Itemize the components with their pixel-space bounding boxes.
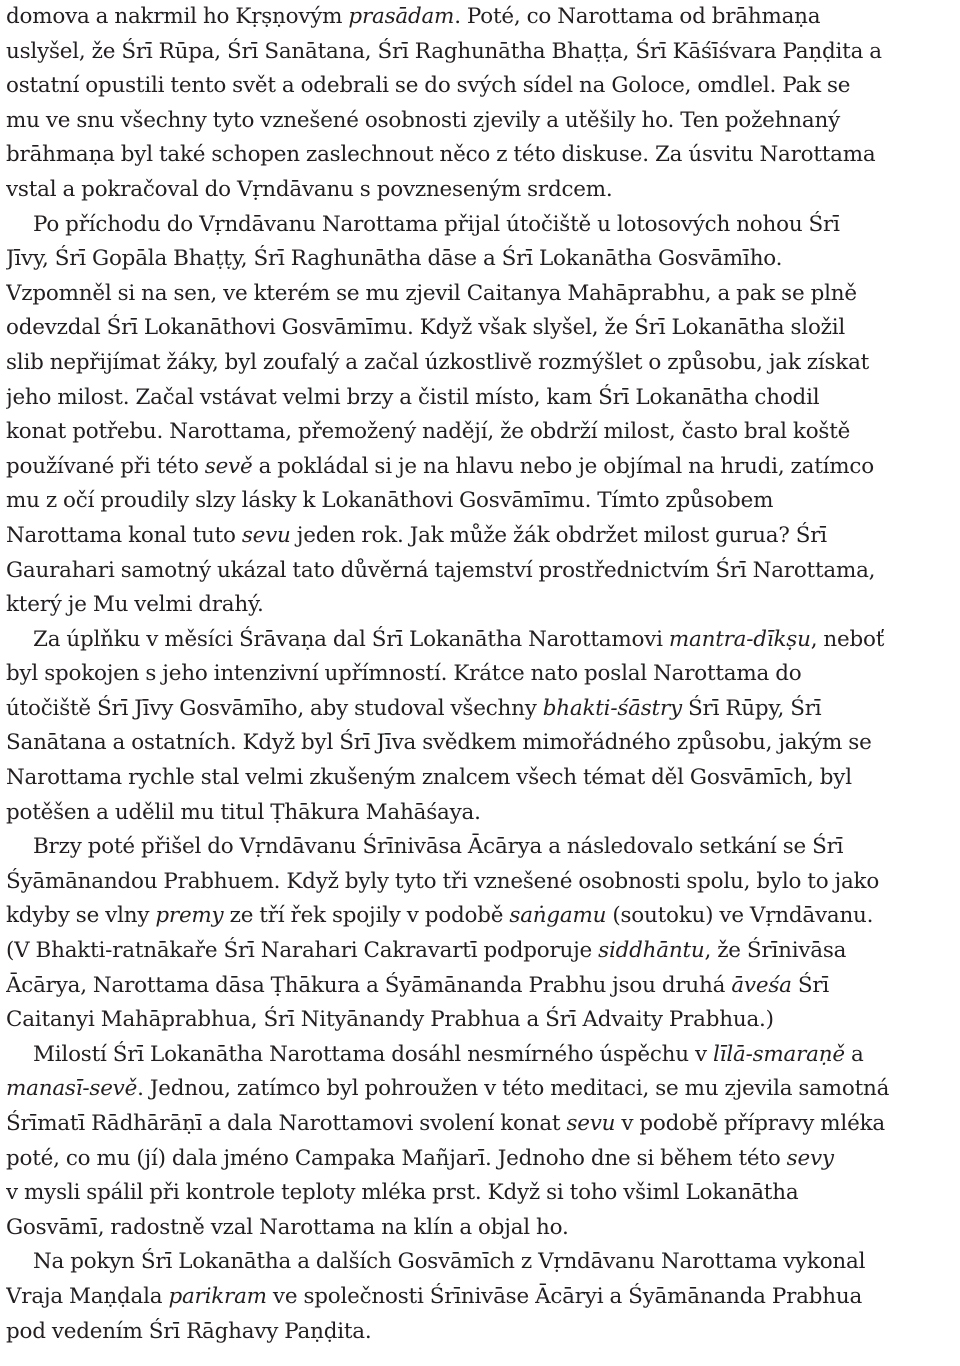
italic-term: saṅgamu (509, 903, 607, 929)
italic-term: sevě (204, 453, 253, 479)
text-line (6, 1176, 956, 1211)
text-run: domova a nakrmil ho Kṛṣṇovým (6, 4, 349, 29)
text-line (6, 588, 956, 623)
text-run: slib nepřijímat žáky, byl zoufalý a začal úzkostlivě rozmýšlet o způsobu, jak získat (6, 349, 870, 375)
text-line (6, 1211, 956, 1246)
text-run: mu ve snu všechny tyto vznešené osobnosti zjevily a utěšily ho. Ten požehnaný (6, 107, 840, 133)
text-run: útočiště Śrī Jīvy Gosvāmīho, aby studoval všechny (6, 695, 543, 721)
text-line (6, 346, 956, 381)
text-run: , že Śrīnivāsa (704, 938, 847, 964)
italic-term: sevu (241, 522, 291, 548)
italic-term: prasādam (348, 4, 455, 29)
text-line (6, 899, 956, 934)
text-run: poté, co mu (jí) dala jméno Campaka Mañjarī. Jednoho dne si během této (6, 1145, 787, 1171)
italic-term: manasī-sevě (6, 1076, 138, 1102)
text-run: v podobě přípravy mléka (615, 1111, 885, 1136)
text-run: Milostí Śrī Lokanātha Narottama dosáhl nesmírného úspěchu v (33, 1041, 714, 1067)
text-run: Sanātana a ostatních. Když byl Śrī Jīva svědkem mimořádného způsobu, jakým se (6, 730, 872, 756)
text-line (6, 35, 956, 70)
italic-term: āveśa (731, 972, 792, 998)
text-run: kdyby se vlny (6, 903, 156, 929)
text-run: vstal a pokračoval do Vṛndāvanu s povzneseným srdcem. (6, 176, 613, 202)
text-line (6, 277, 956, 312)
text-line (6, 623, 956, 658)
text-line (6, 519, 956, 554)
italic-term: mantra-dīkṣu (668, 626, 811, 652)
text-run: pod vedením Śrī Rāghavy Paṇḍita. (6, 1318, 372, 1344)
text-run: Narottama rychle stal velmi zkušeným znalcem všech témat děl Gosvāmīch, byl (6, 765, 852, 791)
italic-term: sevu (566, 1111, 616, 1136)
text-run: a (844, 1041, 864, 1067)
text-run: Vraja Maṇḍala (6, 1283, 169, 1309)
text-line (6, 311, 956, 346)
text-run: . Jednou, zatímco byl pohroužen v této meditaci, se mu zjevila samotná (137, 1076, 890, 1102)
text-run: Gosvāmī, radostně vzal Narottama na klín a objal ho. (6, 1214, 569, 1240)
text-run: uslyšel, že Śrī Rūpa, Śrī Sanātana, Śrī Raghunātha Bhaṭṭa, Śrī Kāśīśvara Paṇḍita a (6, 38, 882, 64)
text-run: Śrī Rūpy, Śrī (681, 695, 822, 721)
italic-term: siddhāntu (598, 938, 705, 964)
text-run: ostatní opustili tento svět a odebrali se do svých sídel na Goloce, omdlel. Pak se (6, 73, 851, 99)
italic-term: līlā-smaraṇě (713, 1041, 845, 1067)
text-run: ze tří řek spojily v podobě (223, 903, 510, 929)
text-run: Śyāmānandou Prabhuem. Když byly tyto tři vznešené osobnosti spolu, bylo to jako (6, 868, 880, 894)
italic-term: parikram (168, 1283, 267, 1309)
text-run: brāhmaṇa byl také schopen zaslechnout něco z této diskuse. Za úsvitu Narottama (6, 142, 876, 168)
italic-term: premy (155, 903, 224, 929)
text-run: Jīvy, Śrī Gopāla Bhaṭṭy, Śrī Raghunātha dāse a Śrī Lokanātha Gosvāmīho. (6, 246, 783, 272)
text-line (6, 208, 956, 243)
text-run: používané při této (6, 453, 205, 479)
text-run: jeho milost. Začal vstávat velmi brzy a čistil místo, kam Śrī Lokanātha chodil (6, 384, 820, 410)
text-run: Na pokyn Śrī Lokanātha a dalších Gosvāmīch z Vṛndāvanu Narottama vykonal (33, 1249, 866, 1275)
italic-term: bhakti-śāstry (542, 695, 682, 721)
text-line (6, 415, 956, 450)
text-line (6, 1107, 956, 1142)
text-line (6, 1142, 956, 1177)
text-line (6, 69, 956, 104)
text-run: Gaurahari samotný ukázal tato důvěrná tajemství prostřednictvím Śrī Narottama, (6, 557, 876, 583)
text-run: a pokládal si je na hlavu nebo je objímal na hrudi, zatímco (252, 453, 874, 479)
text-run: který je Mu velmi drahý. (6, 592, 264, 618)
text-line (6, 138, 956, 173)
text-line (6, 761, 956, 796)
text-run: konat potřebu. Narottama, přemožený nadějí, že obdrží milost, často bral koště (6, 419, 851, 445)
document-page (6, 0, 956, 1349)
text-run: jeden rok. Jak může žák obdržet milost gurua? Śrī (290, 522, 827, 548)
text-run: ve společnosti Śrīnivāse Ācāryi a Śyāmānanda Prabhua (266, 1283, 863, 1309)
italic-term: sevy (786, 1145, 834, 1171)
text-line (6, 1072, 956, 1107)
text-line (6, 381, 956, 416)
text-line (6, 657, 956, 692)
text-run: mu z očí proudily slzy lásky k Lokanāthovi Gosvāmīmu. Tímto způsobem (6, 488, 774, 514)
text-run: (soutoku) ve Vṛndāvanu. (606, 903, 874, 929)
text-line (6, 969, 956, 1004)
text-line (6, 934, 956, 969)
text-run: Caitanyi Mahāprabhua, Śrī Nityānandy Prabhua a Śrī Advaity Prabhua.) (6, 1007, 774, 1033)
text-line (6, 796, 956, 831)
text-line (6, 1003, 956, 1038)
text-line (6, 554, 956, 589)
text-run: Za úplňku v měsíci Śrāvaṇa dal Śrī Lokanātha Narottamovi (33, 626, 669, 652)
text-run: potěšen a udělil mu titul Ṭhākura Mahāśaya. (6, 799, 481, 825)
text-line (6, 1245, 956, 1280)
text-run: . Poté, co Narottama od brāhmaṇa (454, 4, 821, 29)
text-line (6, 1280, 956, 1315)
text-line (6, 1315, 956, 1350)
text-run: Brzy poté přišel do Vṛndāvanu Śrīnivāsa Ācārya a následovalo setkání se Śrī (33, 834, 844, 860)
text-line (6, 104, 956, 139)
text-line (6, 173, 956, 208)
text-run: odevzdal Śrī Lokanāthovi Gosvāmīmu. Když však slyšel, že Śrī Lokanātha složil (6, 315, 846, 341)
text-run: v mysli spálil při kontrole teploty mléka prst. Když si toho všiml Lokanātha (6, 1180, 799, 1206)
text-line (6, 242, 956, 277)
text-run: Śrīmatī Rādhārāṇī a dala Narottamovi svolení konat (6, 1111, 567, 1136)
text-line (6, 726, 956, 761)
text-run: Vzpomněl si na sen, ve kterém se mu zjevil Caitanya Mahāprabhu, a pak se plně (6, 280, 857, 306)
text-run: Narottama konal tuto (6, 522, 242, 548)
text-line (6, 830, 956, 865)
text-line (6, 484, 956, 519)
text-line (6, 450, 956, 485)
text-run: byl spokojen s jeho intenzivní upřímností. Krátce nato poslal Narottama do (6, 661, 802, 687)
text-line (6, 0, 956, 35)
text-line (6, 692, 956, 727)
text-run: (V Bhakti-ratnākaře Śrī Narahari Cakravartī podporuje (6, 938, 599, 964)
text-line (6, 865, 956, 900)
text-line (6, 1038, 956, 1073)
text-run: Śrī (791, 972, 830, 998)
text-run: , neboť (810, 626, 885, 652)
text-run: Po příchodu do Vṛndāvanu Narottama přijal útočiště u lotosových nohou Śrī (33, 211, 840, 237)
text-run: Ācārya, Narottama dāsa Ṭhākura a Śyāmānanda Prabhu jsou druhá (6, 972, 732, 998)
